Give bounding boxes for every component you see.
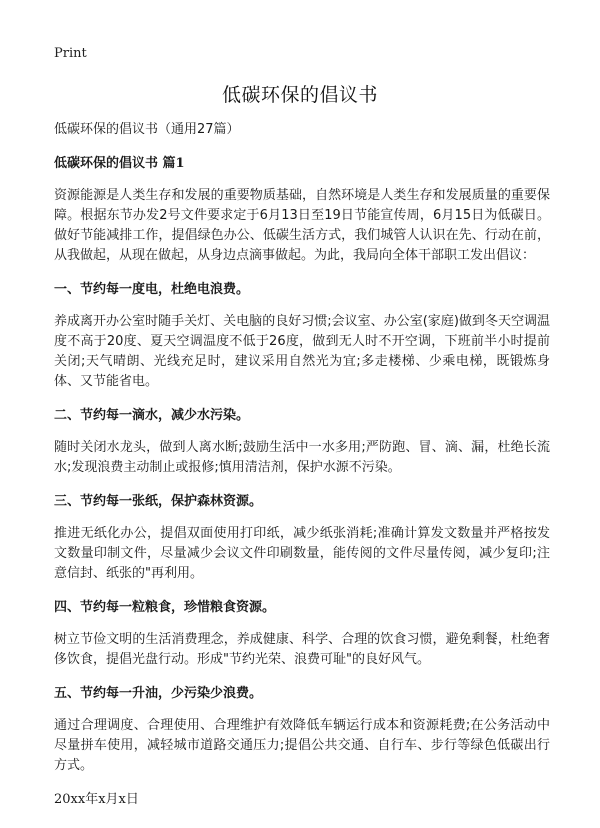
document-subtitle: 低碳环保的倡议书（通用27篇） <box>54 122 240 137</box>
document-title: 低碳环保的倡议书 <box>221 84 378 106</box>
section-body-3: 推进无纸化办公，提倡双面使用打印纸，减少纸张消耗;准确计算发文数量并严格按发文数量印制文件，尽量减少会议文件印刷数量，能传阅的文件尽量传阅，减少复印;注意信封、纸张的"再利用。 <box>54 526 550 581</box>
section-body-5: 通过合理调度、合理使用、合理维护有效降低车辆运行成本和资源耗费;在公务活动中尽量拼车使用，减轻城市道路交通压力;提倡公共交通、自行车、步行等绿色低碳出行方式。 <box>54 718 550 773</box>
section-heading-3: 三、节约每一张纸，保护森林资源。 <box>54 494 263 509</box>
section-heading-1: 一、节约每一度电，杜绝电浪费。 <box>54 282 250 297</box>
section-heading-5: 五、节约每一升油，少污染少浪费。 <box>54 686 263 701</box>
section-heading-2: 二、节约每一滴水，减少水污染。 <box>54 408 250 423</box>
section-body-4: 树立节俭文明的生活消费理念，养成健康、科学、合理的饮食习惯，避免剩餐，杜绝奢侈饮食，提倡光盘行动。形成"节约光荣、浪费可耻"的良好风气。 <box>54 632 550 667</box>
section-heading-4: 四、节约每一粒粮食，珍惜粮食资源。 <box>54 600 276 615</box>
document-body <box>54 120 550 810</box>
intro-paragraph: 资源能源是人类生存和发展的重要物质基础，自然环境是人类生存和发展质量的重要保障。根据东节办发2号文件要求定于6月13日至19日节能宣传周，6月15日为低碳日。做好节能减排工作，提倡绿色办公、低碳生活方式，我们城管人认识在先、行动在前，从我做起，从现在做起，从身边点滴事做起。为此，我局向全体干部职工发出倡议： <box>54 188 550 263</box>
print-label: Print <box>54 46 87 61</box>
section-body-2: 随时关闭水龙头，做到人离水断;鼓励生活中一水多用;严防跑、冒、滴、漏，杜绝长流水;发现浪费主动制止或报修;慎用清洁剂，保护水源不污染。 <box>54 440 550 475</box>
article-title: 低碳环保的倡议书 篇1 <box>54 156 185 171</box>
section-body-1: 养成离开办公室时随手关灯、关电脑的良好习惯;会议室、办公室(家庭)做到冬天空调温度不高于20度、夏天空调温度不低于26度，做到无人时不开空调，下班前半小时提前关闭;天气晴朗、光线充足时，建议采用自然光为宜;多走楼梯、少乘电梯，既锻炼身体、又节能省电。 <box>54 314 550 389</box>
document-date: 20xx年x月x日 <box>54 792 139 807</box>
